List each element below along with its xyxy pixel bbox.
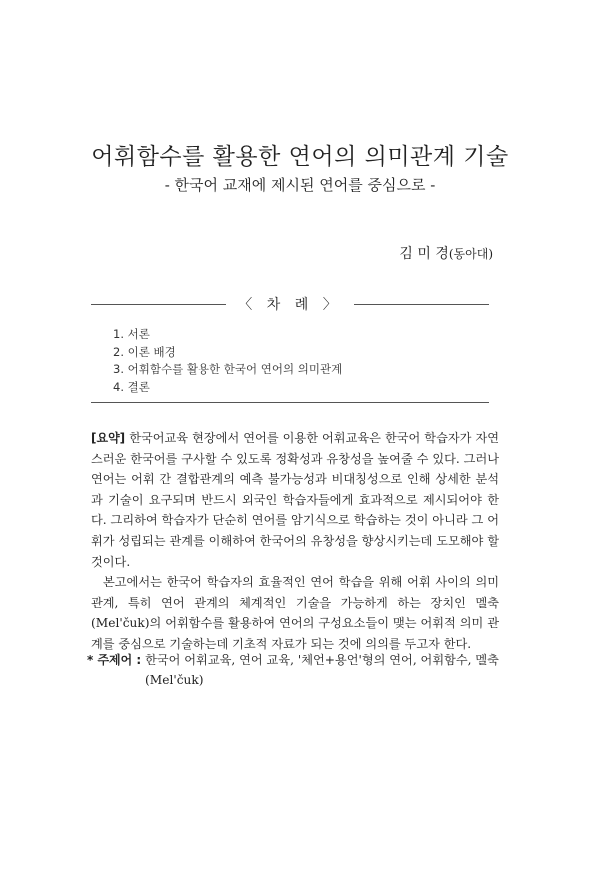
abstract-label: [요약] [91,431,126,445]
abstract-text-1: 한국어교육 현장에서 연어를 이용한 어휘교육은 한국어 학습자가 자연스러운 한국어를 구사할 수 있도록 정확성과 유창성을 높여줄 수 있다. 그러나 연어는 어휘 간 결합관계의 예측 불가능성과 비대칭성으로 인해 상세한 분석과 기술이 요구되며 반드시 외국인 학습자들에게 효과적으로 제시되어야 한다. 그리하여 학습자가 단순히 연어를 암기식으로 학습하는 것이 아니라 그 어휘가 성립되는 관계를 이해하여 한국어의 유창성을 향상시키는데 도모해야 할 것이다. [91,431,500,569]
toc-rule-right [354,304,489,305]
paper-title: 어휘함수를 활용한 연어의 의미관계 기술 [91,144,509,170]
toc-item: 1. 서론 [113,327,150,341]
author-name: 김 미 경 [399,246,449,262]
author-affiliation: (동아대) [448,247,493,261]
toc-item: 3. 어휘함수를 활용한 한국어 연어의 의미관계 [113,362,343,376]
toc-item: 4. 결론 [113,379,150,394]
author [399,243,493,263]
toc-heading-row [91,294,489,314]
keywords-label: * 주제어 : [87,653,142,667]
keywords-line-1 [87,650,501,670]
toc-rule-left [91,304,226,305]
toc-list [113,326,342,396]
abstract-paragraph-1 [91,428,499,572]
abstract [91,428,499,655]
toc-heading: 〈 차 례 〉 [238,297,342,313]
toc-item: 2. 이론 배경 [113,344,176,359]
keywords-text: 한국어 어휘교육, 연어 교육, '체언+용언'형의 연어, 어휘함수, 멜축 [145,653,499,667]
abstract-paragraph-2: 본고에서는 한국어 학습자의 효율적인 연어 학습을 위해 어휘 사이의 의미관계, 특히 연어 관계의 체계적인 기술을 가능하게 하는 장치인 멜축(Mel'čuk)의 어휘함수를 활용하여 연어의 구성요소들이 맺는 어휘적 의미 관계를 중심으로 기술하는데 기초적 자료가 되는 것에 의의를 두고자 한다. [91,575,499,651]
toc-bottom-rule [91,402,489,403]
keywords-line-2: (Mel'čuk) [145,673,204,687]
keywords [87,650,501,690]
paper-subtitle: - 한국어 교재에 제시된 연어를 중심으로 - [164,176,436,194]
